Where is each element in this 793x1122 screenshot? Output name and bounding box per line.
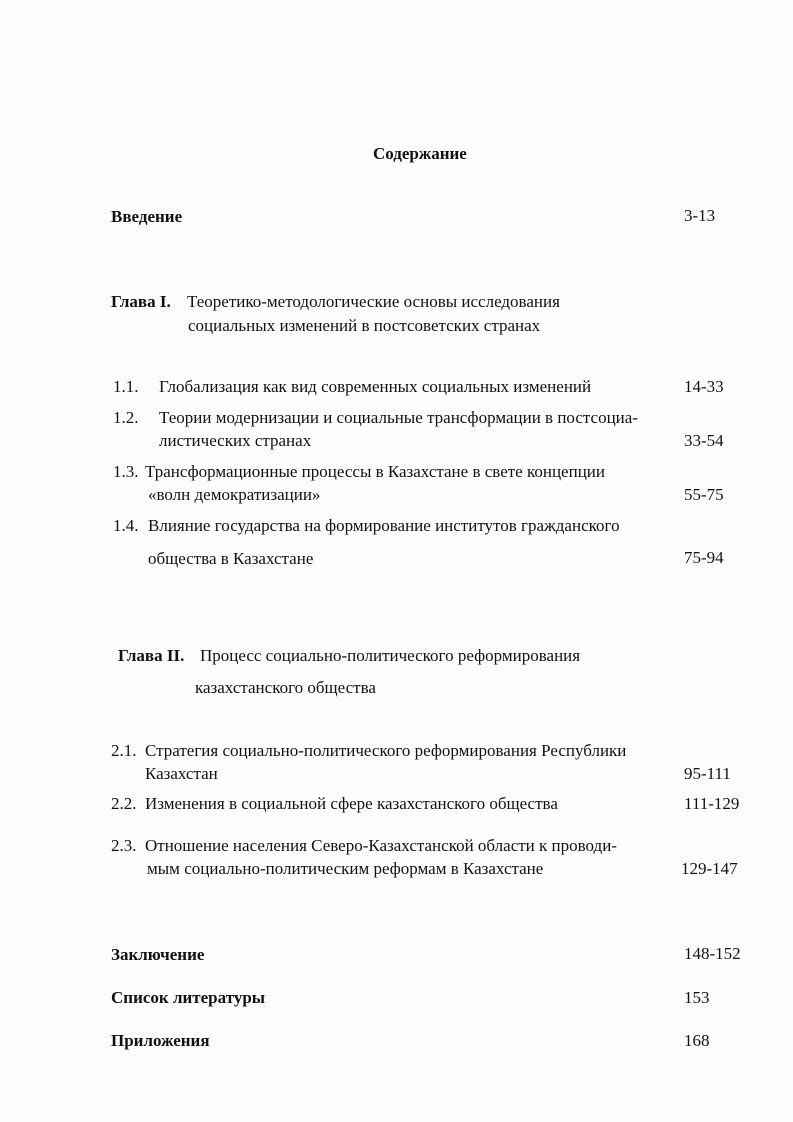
section-2-1-pages: 95-111: [684, 764, 731, 783]
section-2-2-title: Изменения в социальной сфере казахстанского общества: [145, 794, 558, 813]
section-2-1-title-line1: Стратегия социально-политического реформирования Республики: [145, 741, 627, 760]
section-1-1-pages: 14-33: [684, 377, 724, 396]
section-1-4-number: 1.4.: [113, 516, 139, 535]
section-2-1-number: 2.1.: [111, 741, 137, 760]
section-1-4-title-line1: Влияние государства на формирование институтов гражданского: [148, 516, 620, 535]
chapter1-title-line2: социальных изменений в постсоветских странах: [188, 316, 541, 335]
section-1-3-title-line1: Трансформационные процессы в Казахстане в свете концепции: [145, 462, 605, 481]
toc-conclusion-label: Заключение: [111, 945, 205, 964]
section-1-3-title-line2: «волн демократизации»: [148, 485, 321, 504]
page-title: Содержание: [373, 144, 467, 163]
chapter1-prefix: Глава I.: [111, 292, 171, 311]
section-1-2-number: 1.2.: [113, 408, 139, 427]
section-1-2-title-line1: Теории модернизации и социальные трансформации в постсоциа-: [159, 408, 638, 427]
section-1-3-pages: 55-75: [684, 485, 724, 504]
section-1-1-number: 1.1.: [113, 377, 139, 396]
chapter2-title-line1: Процесс социально-политического реформирования: [200, 646, 581, 665]
toc-appendix-pages: 168: [684, 1031, 710, 1050]
section-1-1-title: Глобализация как вид современных социальных изменений: [159, 377, 592, 396]
section-2-3-pages: 129-147: [681, 859, 738, 878]
chapter1-title-line1: Теоретико-методологические основы исследования: [187, 292, 560, 311]
section-2-2-number: 2.2.: [111, 794, 137, 813]
section-1-4-pages: 75-94: [684, 548, 724, 567]
section-2-2-pages: 111-129: [684, 794, 740, 813]
section-1-2-pages: 33-54: [684, 431, 724, 450]
section-1-4-title-line2: общества в Казахстане: [148, 549, 314, 568]
chapter2-title-line2: казахстанского общества: [195, 678, 376, 697]
toc-appendix-label: Приложения: [111, 1031, 210, 1050]
section-2-3-title-line1: Отношение населения Северо-Казахстанской области к проводи-: [145, 836, 617, 855]
section-2-1-title-line2: Казахстан: [145, 764, 218, 783]
chapter2-prefix: Глава II.: [118, 646, 185, 665]
section-1-2-title-line2: листических странах: [159, 431, 312, 450]
toc-intro-pages: 3-13: [684, 206, 716, 225]
section-2-3-number: 2.3.: [111, 836, 137, 855]
toc-references-label: Список литературы: [111, 988, 266, 1007]
section-1-3-number: 1.3.: [113, 462, 139, 481]
toc-intro-label: Введение: [111, 207, 183, 226]
section-2-3-title-line2: мым социально-политическим реформам в Казахстане: [147, 859, 544, 878]
toc-conclusion-pages: 148-152: [684, 944, 741, 963]
toc-references-pages: 153: [684, 988, 710, 1007]
